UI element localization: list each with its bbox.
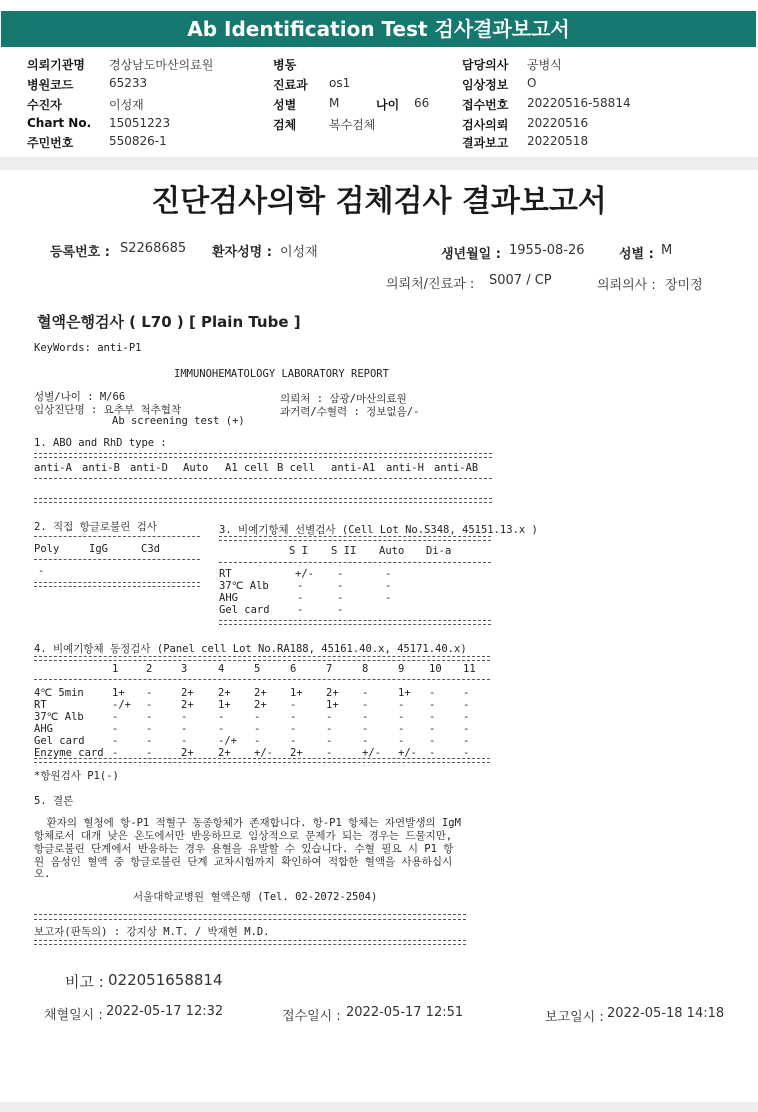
panel-col-header: 2 — [146, 663, 153, 675]
screen-cell: - — [337, 580, 344, 592]
panel-cell: 1+ — [326, 699, 339, 711]
department-label: 진료과 — [273, 78, 308, 92]
panel-rule-top — [34, 656, 490, 661]
panel-cell: - — [112, 711, 119, 723]
dat-rule-top — [34, 536, 200, 537]
screen-cell: - — [337, 568, 344, 580]
panel-cell: - — [146, 735, 153, 747]
result-report-label: 결과보고 — [462, 136, 509, 150]
receipt-no-label: 접수번호 — [462, 98, 509, 112]
panel-cell: - — [429, 735, 436, 747]
panel-cell: - — [290, 735, 297, 747]
panel-cell: - — [146, 687, 153, 699]
referring-doctor-value: 장미정 — [665, 278, 703, 293]
panel-cell: - — [218, 723, 225, 735]
patient-sex-label: 성별 : — [619, 247, 654, 262]
panel-cell: -/+ — [112, 699, 131, 711]
panel-title: 4. 비예기항체 동정검사 (Panel cell Lot No.RA188, 45161.40.x, 45171.40.x) — [34, 643, 467, 655]
panel-col-header: 7 — [326, 663, 333, 675]
panel-cell: +/- — [398, 747, 417, 759]
patient-name-value: 이성재 — [280, 245, 318, 260]
panel-cell: 1+ — [112, 687, 125, 699]
history-line: 과거력/수혈력 : 정보없음/- — [280, 406, 420, 418]
ward-label: 병동 — [273, 58, 297, 72]
panel-cell: 2+ — [290, 747, 303, 759]
patient-sex-value: M — [661, 243, 673, 258]
abo-h-anti-ab: anti-AB — [434, 462, 479, 474]
panel-col-header: 6 — [290, 663, 297, 675]
abo-rule-bottom — [34, 498, 492, 503]
dob-label: 생년월일 : — [441, 247, 501, 262]
panel-cell: - — [398, 699, 405, 711]
panel-cell: - — [181, 735, 188, 747]
screen-rule-mid — [219, 562, 491, 563]
bottom-band — [0, 1102, 758, 1112]
panel-cell: - — [254, 723, 261, 735]
referrer-line: 의뢰처 : 삼광/마산의료원 — [280, 393, 407, 405]
panel-cell: - — [326, 711, 333, 723]
dat-v-poly: - — [38, 565, 45, 577]
screen-cell: - — [297, 580, 304, 592]
panel-col-header: 4 — [218, 663, 225, 675]
abo-h-b-cell: B cell — [277, 462, 315, 474]
reporter-rule-bottom — [34, 940, 466, 941]
panel-cell: - — [146, 747, 153, 759]
referring-doctor-label: 의뢰의사 : — [597, 278, 656, 293]
abo-title: 1. ABO and RhD type : — [34, 437, 167, 449]
attending-doctor-value: 공병식 — [527, 58, 562, 72]
abo-rule-mid — [34, 478, 492, 479]
panel-rule-bottom — [34, 758, 490, 763]
panel-col-header: 9 — [398, 663, 405, 675]
panel-cell: - — [146, 723, 153, 735]
panel-cell: 2+ — [218, 687, 231, 699]
examinee-value: 이성재 — [109, 98, 144, 112]
panel-cell: - — [218, 711, 225, 723]
panel-cell: - — [429, 711, 436, 723]
panel-cell: - — [463, 723, 470, 735]
separator-band — [0, 157, 758, 170]
panel-cell: - — [326, 747, 333, 759]
diagnosis-line: 임상진단명 : 요추부 척추협착 — [34, 404, 182, 416]
reporter-rule-top — [34, 914, 466, 915]
panel-cell: 1+ — [398, 687, 411, 699]
dept-value: S007 / CP — [489, 273, 552, 288]
panel-cell: - — [362, 711, 369, 723]
collect-value: 2022-05-17 12:32 — [106, 1004, 224, 1019]
panel-row-label: 4℃ 5min — [34, 687, 84, 699]
panel-cell: - — [429, 747, 436, 759]
hospital-contact: 서울대학교병원 혈액은행 (Tel. 02-2072-2504) — [133, 891, 378, 903]
dat-h-igg: IgG — [89, 543, 108, 555]
panel-cell: +/- — [362, 747, 381, 759]
dat-title: 2. 직접 항글로불린 검사 — [34, 521, 157, 533]
panel-row-label: AHG — [34, 723, 53, 735]
panel-cell: 2+ — [326, 687, 339, 699]
panel-cell: - — [112, 723, 119, 735]
clinical-info-value: O — [527, 76, 537, 90]
panel-cell: - — [181, 711, 188, 723]
examinee-label: 수진자 — [27, 98, 62, 112]
hospital-code-value: 65233 — [109, 76, 148, 90]
specimen-value: 복수검체 — [329, 118, 376, 132]
panel-cell: - — [254, 711, 261, 723]
test-request-label: 검사의뢰 — [462, 118, 509, 132]
department-value: os1 — [329, 76, 351, 90]
panel-col-header: 1 — [112, 663, 119, 675]
panel-cell: - — [326, 723, 333, 735]
panel-row-label: RT — [34, 699, 47, 711]
panel-cell: - — [362, 735, 369, 747]
reporter-line: 보고자(판독의) : 강지상 M.T. / 박재현 M.D. — [34, 926, 270, 938]
sex-label: 성별 — [273, 98, 297, 112]
panel-cell: 2+ — [181, 699, 194, 711]
screen-row-label: Gel card — [219, 604, 270, 616]
panel-col-header: 11 — [463, 663, 476, 675]
panel-cell: - — [429, 687, 436, 699]
screen-cell: - — [297, 592, 304, 604]
abo-h-anti-b: anti-B — [82, 462, 120, 474]
screen-cell: +/- — [295, 568, 314, 580]
receipt-no-value: 20220516-58814 — [527, 96, 631, 110]
panel-cell: - — [112, 747, 119, 759]
conclusion-line: 항체로서 대개 낮은 온도에서만 반응하므로 임상적으로 문제가 되는 경우는 드물지만, — [34, 830, 453, 842]
abo-h-anti-d: anti-D — [130, 462, 168, 474]
panel-cell: +/- — [254, 747, 273, 759]
lab-report-title: IMMUNOHEMATOLOGY LABORATORY REPORT — [174, 368, 389, 380]
antigen-note: *항원검사 P1(-) — [34, 770, 119, 782]
test-request-value: 20220516 — [527, 116, 589, 130]
panel-col-header: 10 — [429, 663, 442, 675]
conclusion-line: 오. — [34, 868, 51, 880]
dat-rule-mid — [34, 559, 200, 560]
panel-cell: - — [146, 711, 153, 723]
panel-cell: - — [362, 687, 369, 699]
hospital-code-label: 병원코드 — [27, 78, 74, 92]
report-banner-title: Ab Identification Test 검사결과보고서 — [1, 11, 756, 47]
report-label: 보고일시 : — [545, 1010, 604, 1025]
panel-col-header: 3 — [181, 663, 188, 675]
resident-no-value: 550826-1 — [109, 134, 167, 148]
panel-cell: - — [112, 735, 119, 747]
panel-cell: - — [463, 711, 470, 723]
panel-cell: - — [463, 687, 470, 699]
panel-cell: - — [290, 699, 297, 711]
panel-cell: - — [146, 699, 153, 711]
panel-cell: - — [362, 723, 369, 735]
screen-cell: - — [385, 568, 392, 580]
panel-cell: 1+ — [218, 699, 231, 711]
hospital-name-label: 의뢰기관명 — [27, 58, 85, 72]
panel-cell: 2+ — [254, 699, 267, 711]
dat-h-c3d: C3d — [141, 543, 160, 555]
screening-line: Ab screening test (+) — [112, 415, 245, 427]
panel-cell: 2+ — [254, 687, 267, 699]
reg-no-value: S2268685 — [120, 241, 187, 256]
dat-h-poly: Poly — [34, 543, 60, 555]
abo-h-anti-h: anti-H — [386, 462, 424, 474]
screen-h-s2: S II — [331, 545, 357, 557]
screen-h-auto: Auto — [379, 545, 405, 557]
screen-rule-bottom — [219, 620, 491, 625]
note-label: 비고 : — [65, 973, 104, 991]
report-title: 진단검사의학 검체검사 결과보고서 — [151, 184, 607, 219]
panel-cell: - — [463, 735, 470, 747]
panel-col-header: 8 — [362, 663, 369, 675]
abo-h-anti-a: anti-A — [34, 462, 72, 474]
sex-value: M — [329, 96, 340, 110]
screen-cell: - — [385, 592, 392, 604]
panel-cell: 2+ — [181, 687, 194, 699]
screen-cell: - — [337, 604, 344, 616]
conclusion-line: 원 음성인 혈액 중 항글로불린 단계 교차시험까지 확인하여 적합한 혈액을 사용하십시 — [34, 856, 453, 868]
reporter-rule-bottom2 — [34, 944, 466, 945]
result-report-value: 20220518 — [527, 134, 589, 148]
panel-cell: 1+ — [290, 687, 303, 699]
panel-cell: - — [429, 723, 436, 735]
panel-cell: - — [429, 699, 436, 711]
conclusion-line: 환자의 혈청에 항-P1 적혈구 동종항체가 존재합니다. 항-P1 항체는 자연발생의 IgM — [34, 817, 461, 829]
panel-row-label: 37℃ Alb — [34, 711, 84, 723]
screen-row-label: RT — [219, 568, 232, 580]
reporter-rule-top2 — [34, 919, 466, 920]
age-value: 66 — [414, 96, 430, 110]
hospital-name-value: 경상남도마산의료원 — [109, 58, 214, 72]
dob-value: 1955-08-26 — [509, 243, 585, 258]
panel-cell: - — [463, 747, 470, 759]
age-label: 나이 — [376, 98, 400, 112]
receive-label: 접수일시 : — [282, 1009, 341, 1024]
keywords: KeyWords: anti-P1 — [34, 342, 142, 354]
sex-age-line: 성별/나이 : M/66 — [34, 391, 126, 403]
reg-no-label: 등록번호 : — [50, 245, 110, 260]
chart-no-value: 15051223 — [109, 116, 171, 130]
abo-rule-top — [34, 453, 492, 458]
screen-cell: - — [297, 604, 304, 616]
panel-cell: -/+ — [218, 735, 237, 747]
panel-cell: - — [290, 723, 297, 735]
abo-h-a1-cell: A1 cell — [225, 462, 270, 474]
panel-rule-mid — [34, 679, 490, 680]
patient-name-label: 환자성명 : — [212, 245, 272, 260]
screen-row-label: AHG — [219, 592, 238, 604]
panel-cell: - — [181, 723, 188, 735]
panel-cell: - — [290, 711, 297, 723]
dept-label: 의뢰처/진료과 : — [386, 277, 475, 292]
panel-row-label: Gel card — [34, 735, 85, 747]
resident-no-label: 주민번호 — [27, 136, 74, 150]
abo-h-anti-a1: anti-A1 — [331, 462, 376, 474]
screen-h-dia: Di-a — [426, 545, 452, 557]
panel-cell: 2+ — [218, 747, 231, 759]
screen-title: 3. 비예기항체 선별검사 (Cell Lot No.S348, 45151.13.x ) — [219, 524, 538, 536]
panel-cell: - — [398, 735, 405, 747]
panel-col-header: 5 — [254, 663, 261, 675]
section-title: 혈액은행검사 ( L70 ) [ Plain Tube ] — [37, 313, 301, 331]
panel-cell: 2+ — [181, 747, 194, 759]
attending-doctor-label: 담당의사 — [462, 58, 509, 72]
panel-cell: - — [398, 723, 405, 735]
specimen-label: 검체 — [273, 118, 297, 132]
panel-cell: - — [254, 735, 261, 747]
receive-value: 2022-05-17 12:51 — [346, 1005, 464, 1020]
note-value: 022051658814 — [108, 971, 223, 989]
screen-cell: - — [385, 580, 392, 592]
panel-cell: - — [362, 699, 369, 711]
report-value: 2022-05-18 14:18 — [607, 1006, 725, 1021]
panel-cell: - — [463, 699, 470, 711]
conclusion-line: 항글로불린 단계에서 반응하는 경우 용혈을 유발할 수 있습니다. 수혈 필요 시 P1 항 — [34, 843, 454, 855]
panel-cell: - — [326, 735, 333, 747]
screen-row-label: 37℃ Alb — [219, 580, 269, 592]
chart-no-label: Chart No. — [27, 116, 92, 130]
clinical-info-label: 임상정보 — [462, 78, 509, 92]
conclusion-title: 5. 결론 — [34, 795, 74, 807]
panel-row-label: Enzyme card — [34, 747, 104, 759]
abo-h-auto: Auto — [183, 462, 209, 474]
dat-rule-bottom — [34, 582, 200, 587]
collect-label: 채혈일시 : — [44, 1008, 103, 1023]
screen-cell: - — [337, 592, 344, 604]
panel-cell: - — [398, 711, 405, 723]
screen-rule-top — [219, 536, 491, 541]
screen-h-s1: S I — [289, 545, 308, 557]
